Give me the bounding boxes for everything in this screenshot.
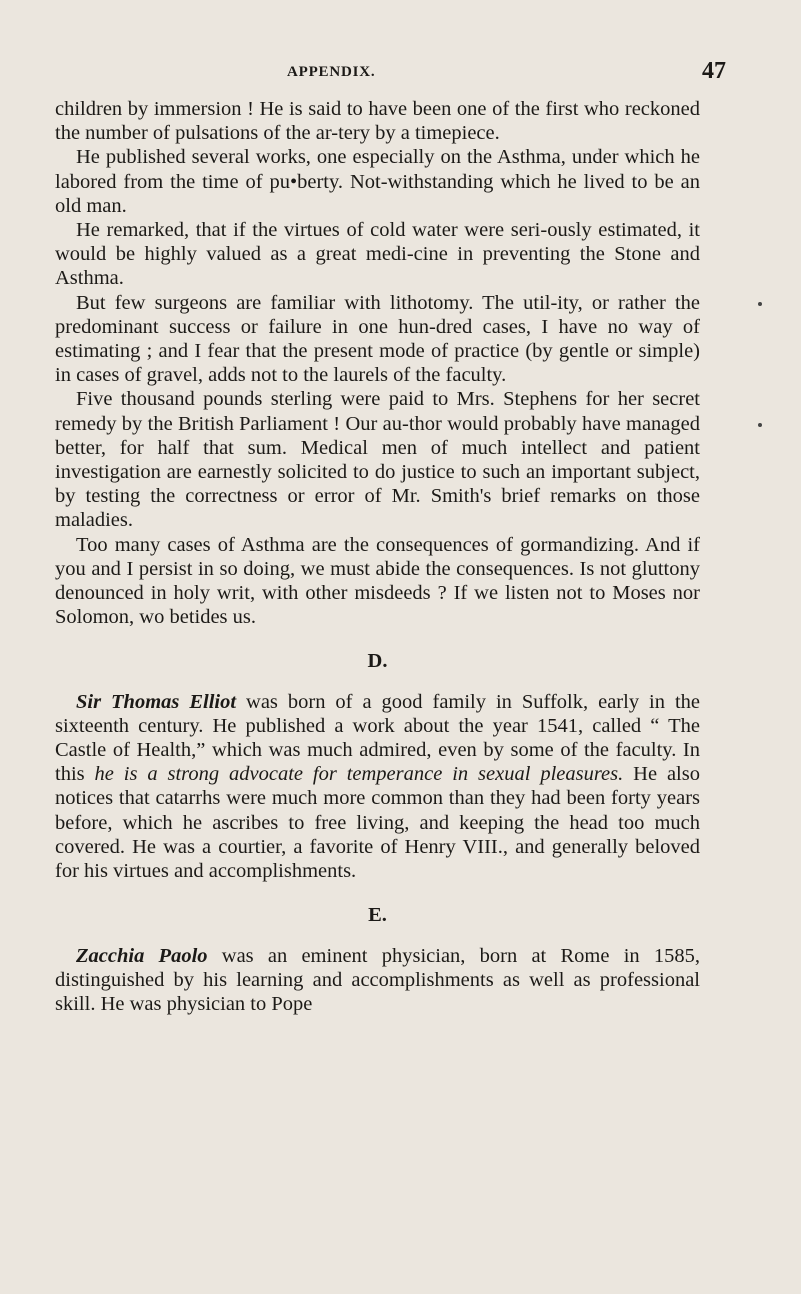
section-heading-d: D. bbox=[367, 650, 388, 673]
entry-text: was born of a good family in Suffolk, early in the sixteenth century. He published a work about the year 1541, called “ The Castle of Health,” which was much admired, even by some of the faculty. In this bbox=[55, 690, 700, 786]
running-head-title: APPENDIX. bbox=[287, 64, 376, 80]
person-name: Sir Thomas Elliot bbox=[76, 690, 237, 713]
entry-paragraph-e bbox=[55, 944, 700, 1017]
body-text bbox=[55, 97, 700, 1016]
paragraph: But few surgeons are familiar with lithotomy. The util-ity, or rather the predominant success or failure in one hun-dred cases, I have no way of estimating ; and I fear that the present mode of practice (by gentle or simple) in cases of gravel, adds not to the laurels of the faculty. bbox=[55, 291, 700, 387]
running-head bbox=[0, 58, 801, 88]
entry-paragraph-d bbox=[55, 690, 700, 884]
entry-text: He also notices that catarrhs were much more common than they had been forty years before, which he ascribes to free living, and keeping the head too much covered. He was a courtier, a favorite of Henry VIII., and generally beloved for his virtues and accomplishments. bbox=[55, 763, 700, 883]
margin-dot-mark bbox=[758, 423, 762, 427]
paragraph: Five thousand pounds sterling were paid to Mrs. Stephens for her secret remedy by the British Parliament ! Our au-thor would probably have managed better, for half that sum. Medical men of much intellect and patient investigation are earnestly solicited to do justice to such an important subject, by testing the correctness or error of Mr. Smith's brief remarks on those maladies. bbox=[55, 388, 700, 532]
emphasis-text: he is a strong advocate for temperance in sexual pleasures. bbox=[94, 763, 624, 786]
paragraph: children by immersion ! He is said to have been one of the first who reckoned the number of pulsations of the ar-tery by a timepiece. bbox=[55, 98, 700, 145]
person-name: Zacchia Paolo bbox=[76, 944, 208, 967]
section-heading-e: E. bbox=[368, 904, 387, 927]
paragraph: Too many cases of Asthma are the consequences of gormandizing. And if you and I persist in so doing, we must abide the consequences. Is not gluttony denounced in holy writ, with other misdeeds ? If we listen not to Moses nor Solomon, wo betides us. bbox=[55, 533, 700, 629]
margin-dot-mark bbox=[758, 302, 762, 306]
paragraph: He remarked, that if the virtues of cold water were seri-ously estimated, it would be highly valued as a great medi-cine in preventing the Stone and Asthma. bbox=[55, 219, 700, 290]
entry-text: was an eminent physician, born at Rome in 1585, distinguished by his learning and accomplishments as well as professional skill. He was physician to Pope bbox=[55, 944, 700, 1015]
paragraph: He published several works, one especially on the Asthma, under which he labored from the time of pu•berty. Not-withstanding which he lived to be an old man. bbox=[55, 146, 700, 217]
page-number: 47 bbox=[702, 58, 726, 84]
